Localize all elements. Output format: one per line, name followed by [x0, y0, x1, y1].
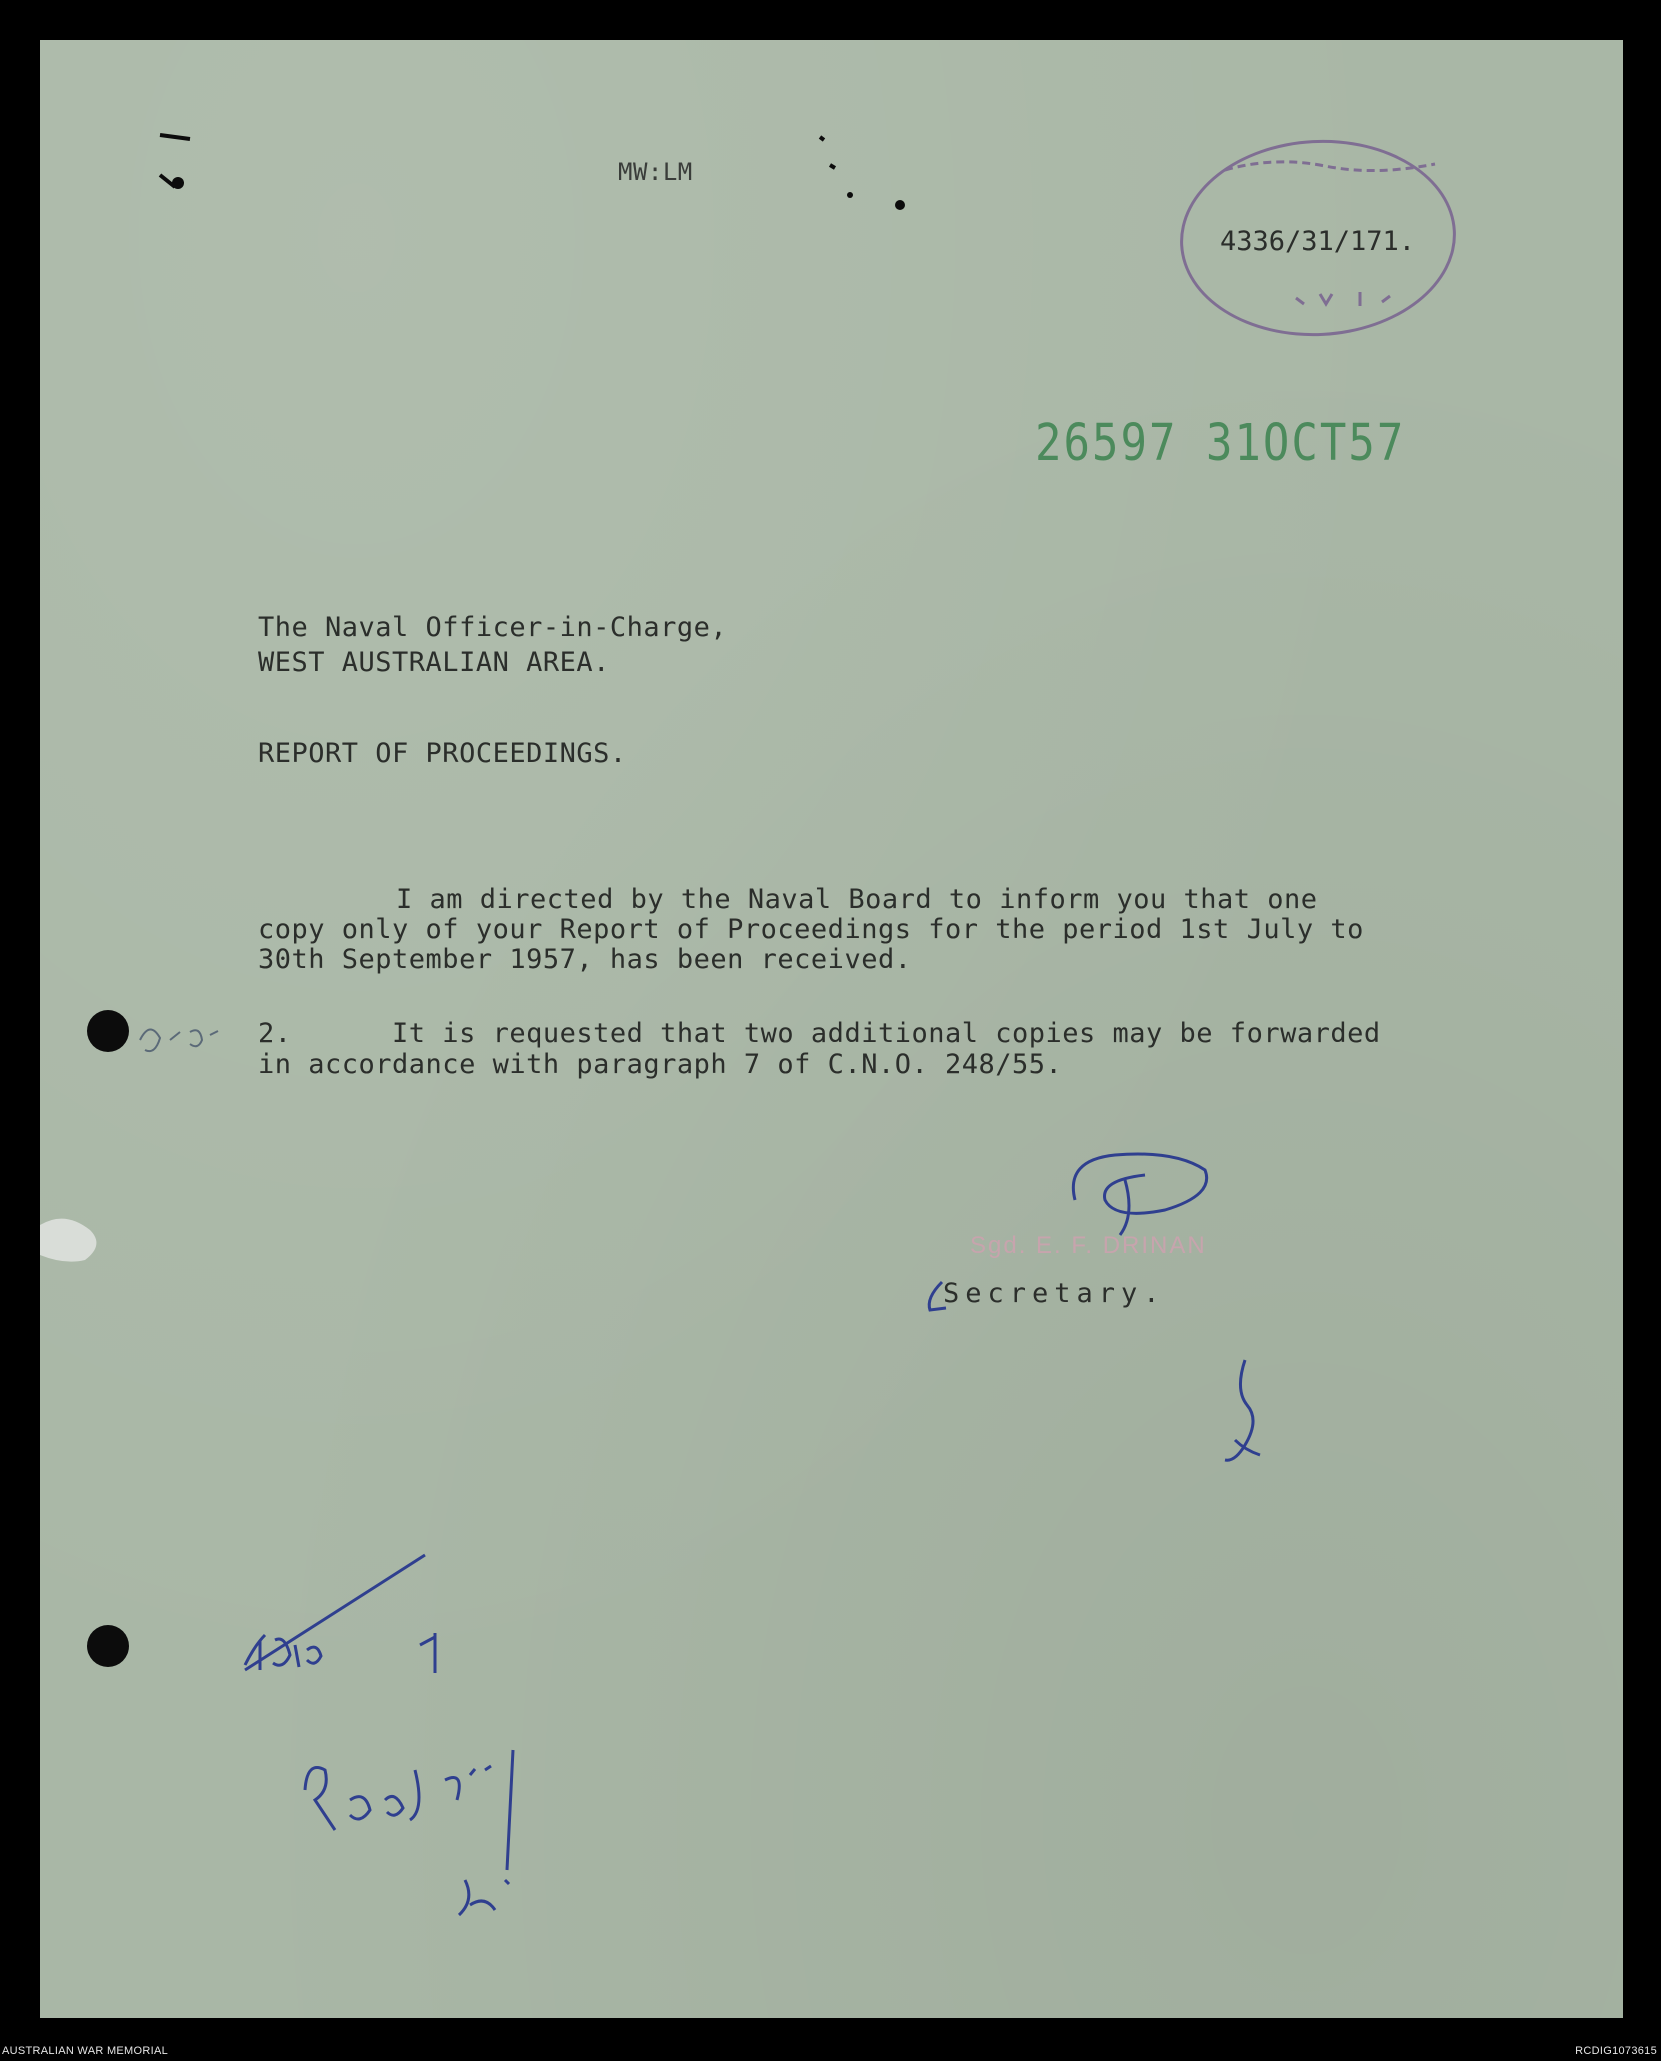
paragraph-2-line-1: 2. It is requested that two additional copies may be forwarded — [258, 1018, 1381, 1049]
subject-heading: REPORT OF PROCEEDINGS. — [258, 738, 627, 769]
signatory-name-stamp: Sgd. E. F. DRINAN — [970, 1232, 1207, 1259]
punch-hole-top — [87, 1010, 129, 1052]
file-number: 4336/31/171. — [1220, 226, 1416, 257]
file-stamp-bottom-smudge — [1290, 284, 1410, 314]
torn-paper-edge — [40, 1205, 110, 1275]
punch-hole-bottom — [87, 1625, 129, 1667]
archive-footer-right: RCDIG1073615 — [1575, 2045, 1657, 2057]
paragraph-1-line-2: copy only of your Report of Proceedings for the period 1st July to — [258, 914, 1364, 945]
addressee-line-1: The Naval Officer-in-Charge, — [258, 612, 728, 643]
paragraph-1-line-1: I am directed by the Naval Board to inform you that one — [396, 884, 1318, 915]
handwritten-initials-right — [1205, 1350, 1285, 1480]
paper-speck-marks — [130, 125, 930, 215]
received-date-stamp: 26597 31OCT57 — [1035, 414, 1406, 473]
handwritten-margin-note — [130, 1010, 250, 1070]
reference-code: MW:LM — [618, 158, 693, 186]
archive-footer-left: AUSTRALIAN WAR MEMORIAL — [2, 2045, 169, 2057]
signatory-title: Secretary. — [943, 1278, 1166, 1309]
handwritten-received-note — [295, 1730, 555, 1930]
addressee-line-2: WEST AUSTRALIAN AREA. — [258, 647, 610, 678]
handwritten-hold-note — [235, 1545, 455, 1685]
paragraph-2-line-2: in accordance with paragraph 7 of C.N.O. 248/55. — [258, 1049, 1063, 1080]
file-stamp-smudge — [1215, 148, 1445, 188]
paragraph-1-line-3: 30th September 1957, has been received. — [258, 944, 912, 975]
